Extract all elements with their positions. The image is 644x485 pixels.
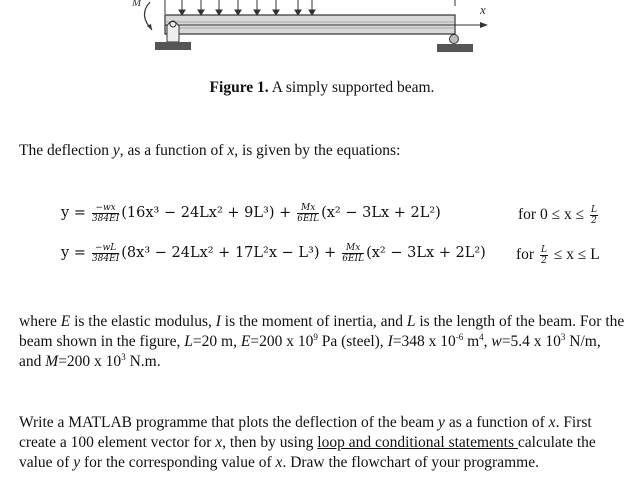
caption-label: Figure 1. — [209, 79, 269, 96]
intro-text: The deflection y, as a function of x, is given by the equations: — [19, 142, 401, 159]
moment-label: M — [132, 0, 142, 9]
roller-support — [437, 35, 473, 53]
caption-text: A simply supported beam. — [268, 79, 435, 96]
equation-2: y = $\frac{-wL}{384EI}$ (8x³ − 24Lx² + 17L²x − L³) + $\frac{Mx}{\text{6EIL}}$ (x² − 3Lx + 2L²) — [61, 243, 486, 264]
beam-figure — [130, 0, 510, 60]
task-paragraph: Write a MATLAB programme that plots the deflection of the beam y as a function of x. First create a 100 element vector for x, then by using loop and conditional statements calculate the value of y for the corresponding value of x. Draw the flowchart of your programme. — [19, 414, 596, 471]
parameters-paragraph: where E is the elastic modulus, I is the moment of inertia, and L is the length of the beam. For the beam shown in the figure, L=20 m, E=200 x $10^9$ Pa (steel), I=348 x $10^{-6}$ $m^4$, w=5.4 x $10^3$ N/m, and M=200 x $10^3$ N.m. — [19, 313, 625, 370]
emphasized-requirement: loop and conditional statements — [317, 434, 518, 451]
distributed-load-arrows — [165, 0, 455, 15]
x-axis-label: x — [480, 2, 486, 17]
figure-caption — [0, 79, 644, 97]
equation-2-condition: for $\frac{L}{2}$ ≤ x ≤ L — [516, 245, 600, 266]
equation-1: y = $\frac{-wx}{384EI}$ (16x³ − 24Lx² + 9L³) + $\frac{Mx}{\text{6EIL}}$ (x² − 3Lx + 2L²) — [61, 203, 441, 224]
equation-1-condition: for 0 ≤ x ≤ $\frac{L}{2}$ — [518, 205, 597, 226]
